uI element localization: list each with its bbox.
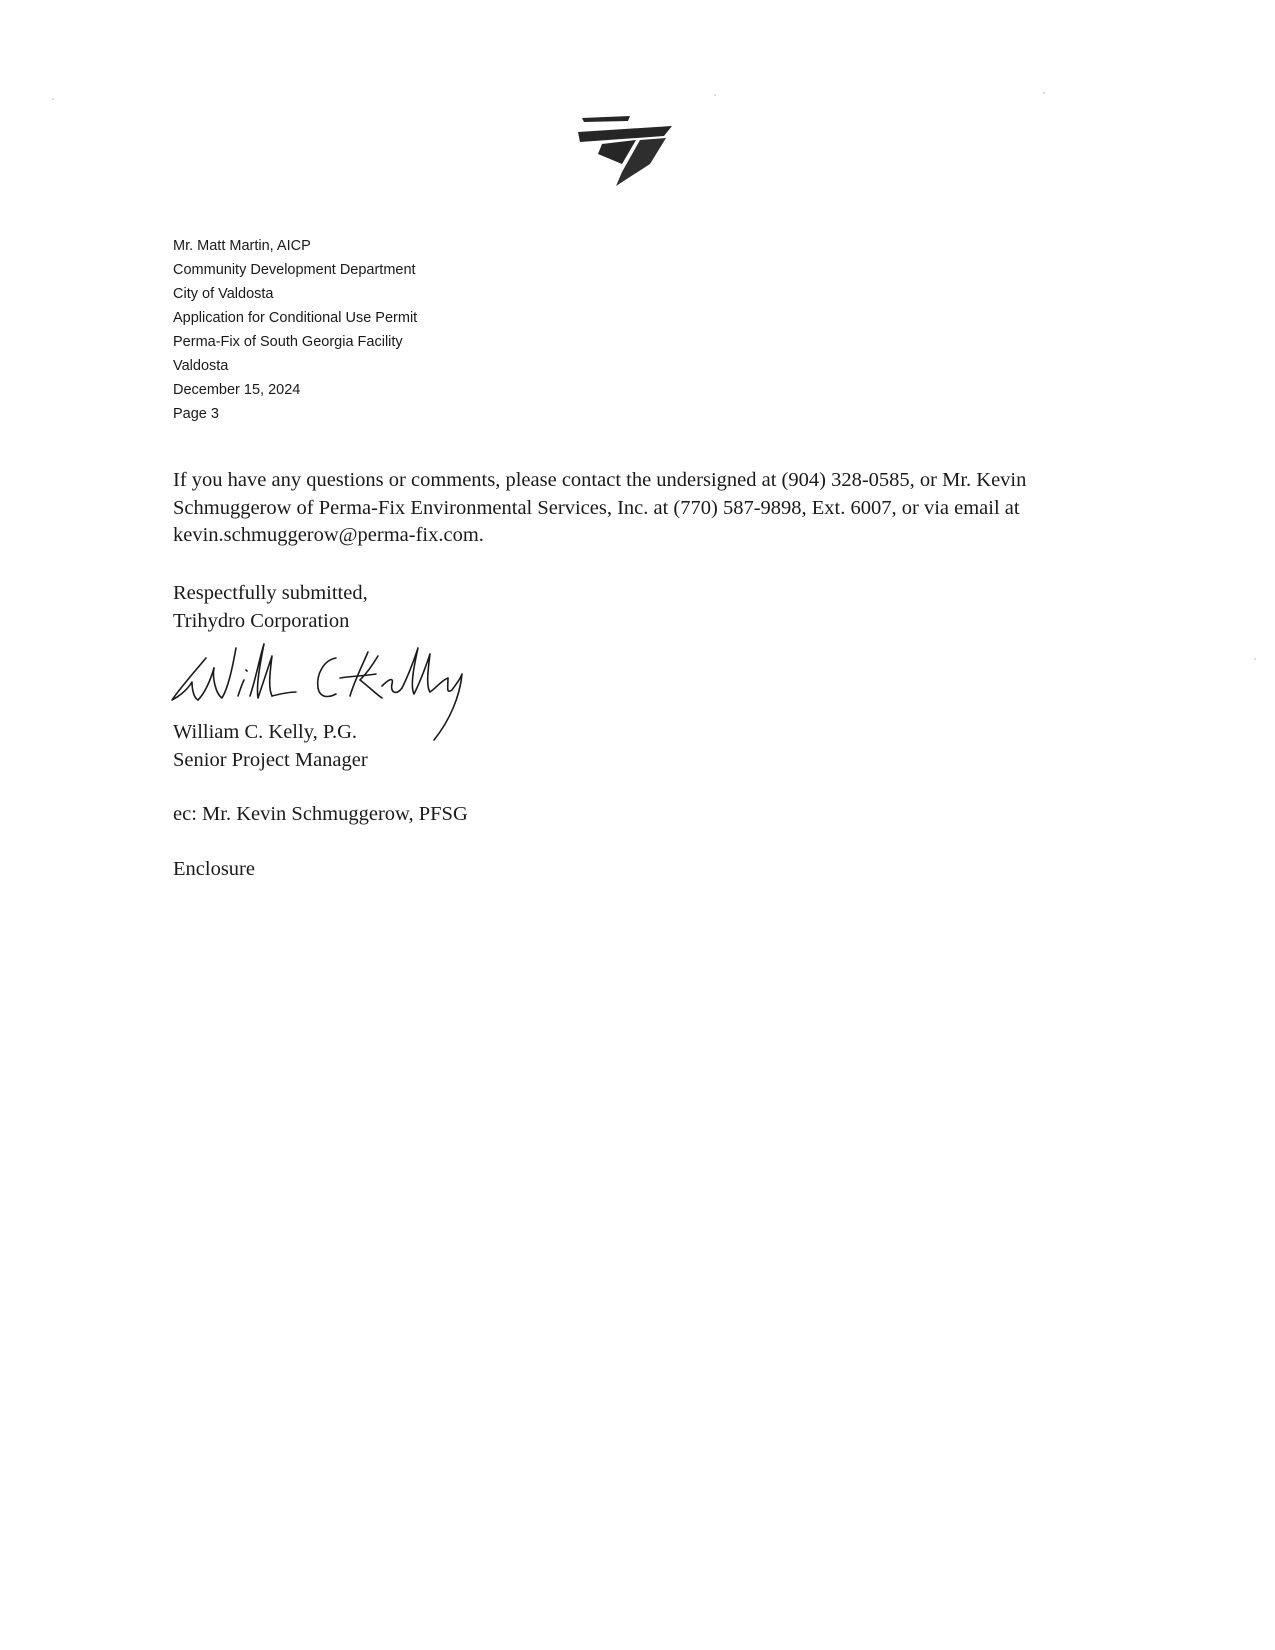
- scan-speck: [714, 94, 716, 96]
- scan-speck: [52, 98, 54, 100]
- header-department: Community Development Department: [173, 262, 416, 278]
- valediction: Respectfully submitted,: [173, 582, 368, 604]
- paragraph-line: kevin.schmuggerow@perma-fix.com.: [173, 524, 484, 546]
- paragraph-line: Schmuggerow of Perma-Fix Environmental Services, Inc. at (770) 587-9898, Ext. 6007, or via email at: [173, 496, 1020, 519]
- paragraph-line: If you have any questions or comments, please contact the undersigned at (904) 328-0585, or Mr. Kevin: [173, 469, 1027, 491]
- contact-paragraph: [173, 467, 1093, 550]
- company-name: Trihydro Corporation: [173, 609, 350, 632]
- header-date: December 15, 2024: [173, 382, 301, 398]
- signer-block: [173, 719, 368, 774]
- closing-block: [173, 580, 368, 635]
- header-facility: Perma-Fix of South Georgia Facility: [173, 334, 403, 350]
- recipient-header: [173, 234, 417, 426]
- header-recipient-name: Mr. Matt Martin, AICP: [173, 238, 311, 254]
- scan-speck: [1254, 658, 1256, 660]
- header-city: City of Valdosta: [173, 286, 274, 302]
- header-location: Valdosta: [173, 358, 229, 374]
- enclosure-line: Enclosure: [173, 858, 255, 880]
- signer-name: William C. Kelly, P.G.: [173, 721, 358, 743]
- header-page-number: Page 3: [173, 406, 219, 422]
- signer-title: Senior Project Manager: [173, 748, 368, 771]
- scan-speck: [1043, 92, 1045, 94]
- header-subject: Application for Conditional Use Permit: [173, 310, 418, 326]
- ec-line: ec: Mr. Kevin Schmuggerow, PFSG: [173, 803, 468, 825]
- company-logo-icon: [576, 112, 678, 188]
